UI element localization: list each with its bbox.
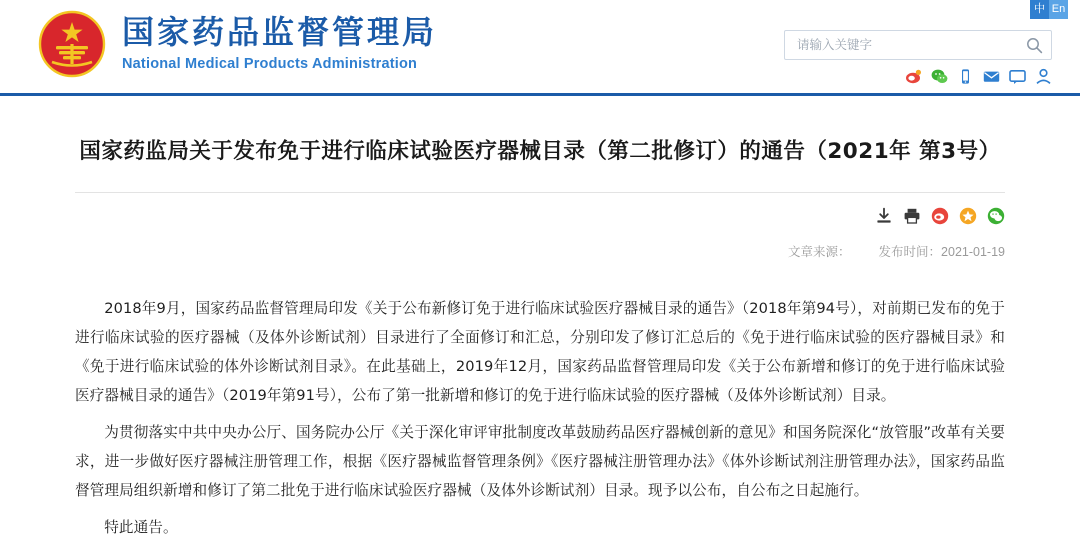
search-icon[interactable] [1026, 37, 1043, 54]
title-divider [75, 192, 1005, 193]
site-logo-area[interactable] [38, 10, 437, 78]
article-paragraph: 2018年9月，国家药品监督管理局印发《关于公布新修订免于进行临床试验医疗器械目录的通告》（2018年第94号），对前期已发布的免于进行临床试验的医疗器械（及体外诊断试剂）目录进行了全面修订和汇总，分别印发了修订汇总后的《免于进行临床试验的医疗器械目录》和《免于进行临床试验的体外诊断试剂目录》。在此基础上，2019年12月，国家药品监督管理局印发《关于公布新增和修订的免于进行临床试验医疗器械目录的通告》（2019年第91号），公布了第一批新增和修订的免于进行临床试验的医疗器械（及体外诊断试剂）目录。 [75, 300, 1005, 404]
print-icon[interactable] [903, 207, 921, 225]
lang-cn-button[interactable]: 中 [1030, 0, 1049, 19]
weibo-share-icon[interactable] [931, 207, 949, 225]
article-toolbar[interactable] [75, 203, 1005, 229]
lang-en-button[interactable]: En [1049, 0, 1068, 19]
page-title: 国家药监局关于发布免于进行临床试验医疗器械目录（第二批修订）的通告（2021年 第3号） [79, 139, 1001, 164]
wechat-icon[interactable] [931, 68, 948, 85]
article-publish-value: 2021-01-19 [941, 245, 1005, 259]
mail-icon[interactable] [983, 68, 1000, 85]
social-links[interactable] [905, 68, 1052, 85]
site-header [0, 0, 1080, 96]
article-source [788, 242, 851, 260]
national-emblem-icon [38, 10, 106, 78]
download-icon[interactable] [875, 207, 893, 225]
message-icon[interactable] [1009, 68, 1026, 85]
weibo-icon[interactable] [905, 68, 922, 85]
favorite-share-icon[interactable] [959, 207, 977, 225]
language-switcher[interactable] [1030, 0, 1068, 19]
search-box[interactable] [784, 30, 1052, 60]
mobile-icon[interactable] [957, 68, 974, 85]
search-input[interactable] [795, 31, 1020, 59]
article-paragraph: 特此通告。 [104, 519, 178, 536]
site-title-cn: 国家药品监督管理局 [122, 13, 438, 52]
article-paragraph: 为贯彻落实中共中央办公厅、国务院办公厅《关于深化审评审批制度改革鼓励药品医疗器械创新的意见》和国务院深化“放管服”改革有关要求，进一步做好医疗器械注册管理工作，根据《医疗器械监督管理条例》《医疗器械注册管理办法》《体外诊断试剂注册管理办法》，国家药品监督管理局组织新增和修订了第二批免于进行临床试验医疗器械（及体外诊断试剂）目录。现予以公布，自公布之日起施行。 [75, 424, 1005, 499]
site-title-en: National Medical Products Administration [122, 56, 418, 73]
wechat-share-icon[interactable] [987, 207, 1005, 225]
article-publish-label: 发布时间： [878, 245, 942, 259]
article-body [75, 294, 1005, 542]
article-meta [75, 242, 1005, 260]
article-publish-date [879, 242, 1005, 260]
search-area [784, 30, 1052, 60]
article-container [0, 96, 1080, 542]
article-source-label: 文章来源： [788, 245, 851, 259]
user-icon[interactable] [1035, 68, 1052, 85]
